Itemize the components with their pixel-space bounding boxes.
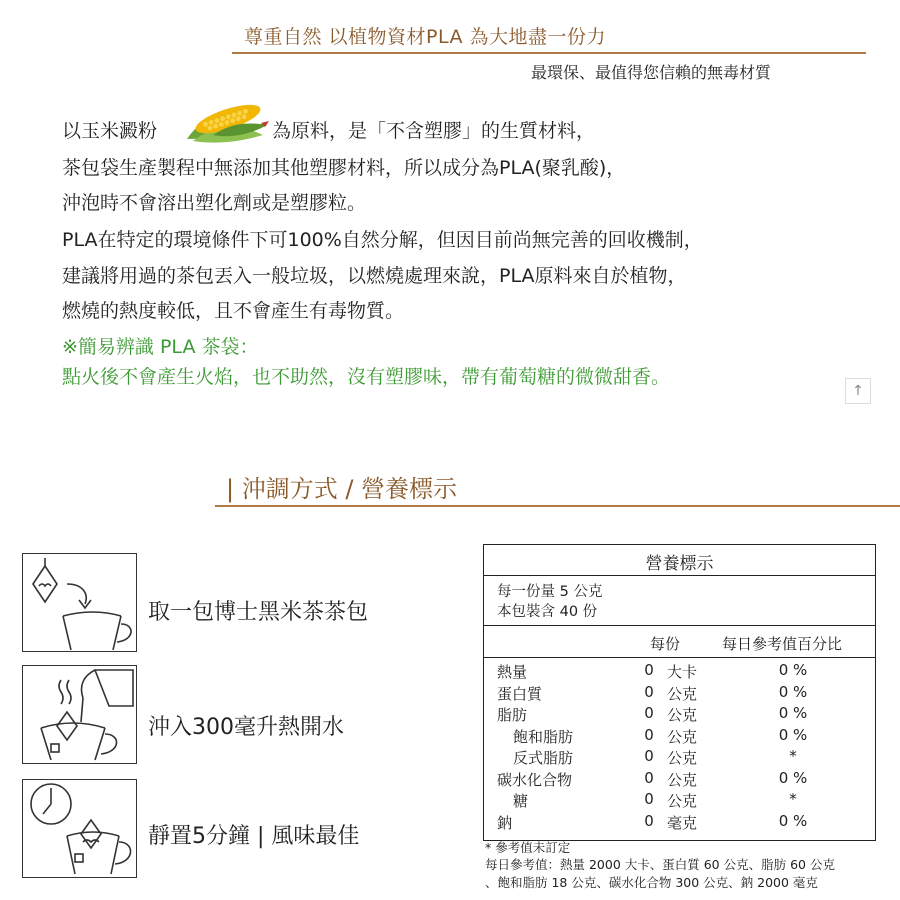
intro-line-6: 燃燒的熱度較低，且不會產生有毒物質。 (62, 300, 405, 322)
table-row (483, 726, 876, 748)
nutrient-unit: 公克 (667, 770, 698, 789)
page-subtitle: 最環保、最值得您信賴的無毒材質 (531, 63, 772, 82)
table-row (483, 812, 876, 834)
nutrient-value: 0 (644, 661, 654, 679)
section-divider (215, 505, 900, 507)
nutrient-unit: 公克 (667, 727, 698, 746)
intro-line-1a: 以玉米澱粉 (62, 120, 158, 142)
serving-size: 每一份量 5 公克 (497, 584, 603, 600)
pour-hot-water-icon (23, 666, 135, 762)
column-header-daily-value: 每日參考值百分比 (722, 635, 843, 653)
table-divider (483, 575, 876, 576)
nutrient-value: 0 (644, 811, 654, 830)
nutrient-unit: 大卡 (667, 663, 698, 681)
nutrient-daily-pct: 0 % (778, 661, 808, 679)
intro-line-5: 建議將用過的茶包丟入一般垃圾，以燃燒處理來說，PLA原料來自於植物， (62, 265, 687, 287)
nutrition-title: 營養標示 (645, 554, 714, 574)
nutrient-name: 熱量 (497, 663, 528, 681)
table-row (483, 661, 876, 683)
corn-icon (183, 95, 271, 145)
nutrient-name: 鈉 (497, 813, 513, 832)
intro-line-3: 沖泡時不會溶出塑化劑或是塑膠粒。 (62, 192, 367, 214)
nutrient-value: 0 (644, 704, 654, 722)
nutrient-value: 0 (644, 790, 654, 808)
page-title: 尊重自然 以植物資材PLA 為大地盡一份力 (244, 26, 607, 48)
intro-line-1b: 為原料，是「不含塑膠」的生質材料， (272, 120, 596, 142)
nutrient-unit: 公克 (667, 792, 698, 810)
footnote-daily-reference-cont: 、飽和脂肪 18 公克、碳水化合物 300 公克、鈉 2000 毫克 (485, 875, 818, 890)
table-row (483, 747, 876, 769)
nutrient-value: 0 (644, 725, 654, 744)
arrow-up-icon: ↑ (852, 383, 864, 399)
footnote-undefined: * 參考值未訂定 (485, 840, 571, 855)
nutrient-value: 0 (644, 682, 654, 701)
nutrient-name: 蛋白質 (497, 684, 543, 703)
table-row (483, 769, 876, 791)
column-header-per-serving: 每份 (650, 635, 681, 653)
nutrient-daily-pct: 0 % (778, 682, 808, 701)
nutrient-name: 反式脂肪 (513, 749, 574, 767)
step-3-text: 靜置5分鐘 | 風味最佳 (148, 824, 360, 849)
clock-steep-icon (23, 780, 135, 876)
nutrient-daily-pct: 0 % (778, 725, 808, 744)
pla-tip-title: ※簡易辨識 PLA 茶袋： (62, 336, 259, 358)
nutrient-unit: 毫克 (667, 813, 698, 832)
nutrient-value: 0 (644, 747, 654, 765)
step-1-text: 取一包博士黑米茶茶包 (148, 600, 369, 625)
step-2-text: 沖入300毫升熱開水 (148, 715, 344, 740)
nutrient-daily-pct: 0 % (778, 704, 808, 722)
nutrient-name: 糖 (513, 792, 529, 810)
nutrient-name: 碳水化合物 (497, 770, 573, 789)
title-divider (232, 52, 866, 54)
intro-line-2: 茶包袋生產製程中無添加其他塑膠材料，所以成分為PLA(聚乳酸)， (62, 157, 626, 179)
scroll-top-button[interactable] (845, 378, 871, 404)
nutrient-unit: 公克 (667, 684, 698, 703)
table-row (483, 704, 876, 726)
table-row (483, 683, 876, 705)
nutrient-name: 飽和脂肪 (513, 727, 574, 746)
nutrient-value: 0 (644, 768, 654, 787)
nutrient-daily-pct: * (789, 747, 797, 765)
step-1-illustration (22, 553, 137, 652)
nutrient-daily-pct: 0 % (778, 768, 808, 787)
nutrient-unit: 公克 (667, 706, 698, 724)
servings-per-package: 本包裝含 40 份 (497, 604, 598, 620)
table-divider (483, 657, 876, 658)
nutrient-name: 脂肪 (497, 706, 528, 724)
teabag-into-cup-icon (23, 554, 135, 650)
table-divider (483, 625, 876, 626)
pla-tip-body: 點火後不會產生火焰，也不助然，沒有塑膠味，帶有葡萄糖的微微甜香。 (62, 366, 671, 388)
step-3-illustration (22, 779, 137, 878)
step-2-illustration (22, 665, 137, 764)
nutrient-daily-pct: 0 % (778, 811, 808, 830)
section-title: | 沖調方式 / 營養標示 (226, 475, 458, 503)
nutrient-unit: 公克 (667, 749, 698, 767)
footnote-daily-reference: 每日參考值：熱量 2000 大卡、蛋白質 60 公克、脂肪 60 公克 (485, 857, 835, 872)
intro-line-4: PLA在特定的環境條件下可100%自然分解，但因目前尚無完善的回收機制， (62, 229, 703, 251)
nutrient-daily-pct: * (789, 790, 797, 808)
table-row (483, 790, 876, 812)
